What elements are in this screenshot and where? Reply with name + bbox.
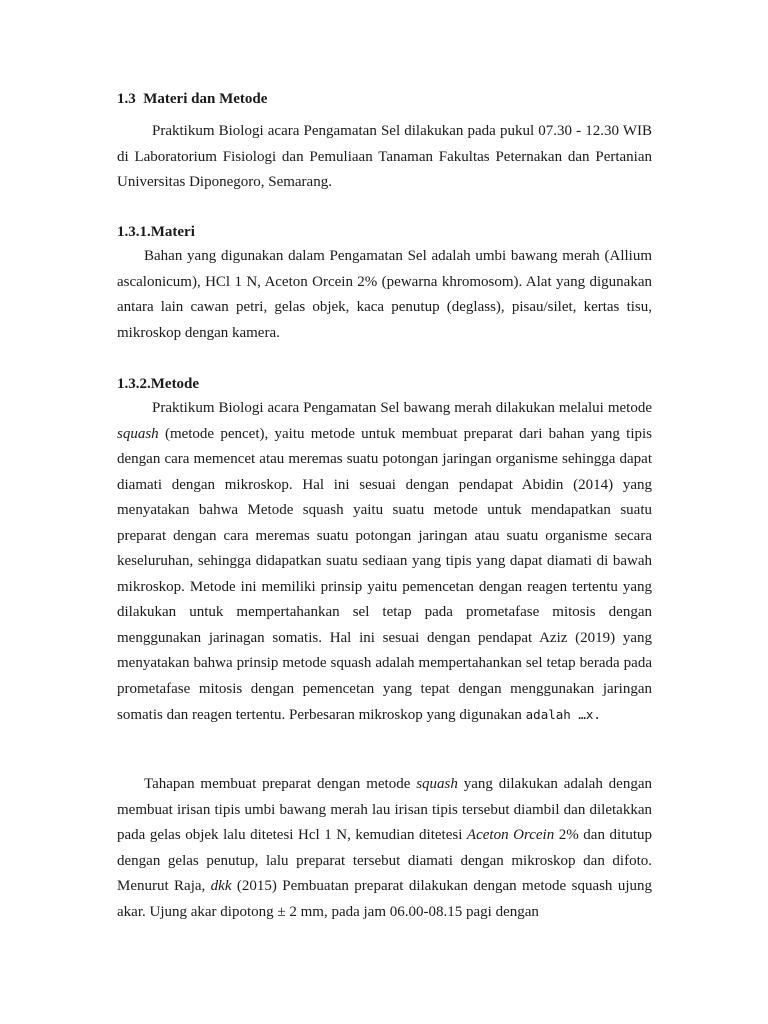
metode-p1-text-a: Praktikum Biologi acara Pengamatan Sel bawang merah dilakukan melalui metode xyxy=(152,400,652,416)
metode-paragraph-1 xyxy=(117,396,652,729)
metode-p1-squash-term: squash xyxy=(117,425,159,442)
section-heading: 1.3 Materi dan Metode xyxy=(117,91,268,107)
metode-p2-squash-term: squash xyxy=(416,776,458,792)
metode-p1-text-c: (metode pencet), yaitu metode untuk membuat preparat dari bahan yang tipis dengan cara memencet atau meremas suatu potongan jaringan organisme sehingga dapat diamati dengan mikroskop. Hal ini sesuai dengan pendapat Abidin (2014) yang menyatakan bahwa Metode squash yaitu suatu metode untuk mendapatkan suatu preparat dengan cara meremas suatu potongan jaringan atau suatu organisme secara keseluruhan, sehingga didapatkan suatu sediaan yang tipis yang dapat diamati di bawah mikroskop. Metode ini memiliki prinsip yaitu pemencetan dengan reagen tertentu yang dilakukan untuk mempertahankan sel tetap pada prometafase mitosis dengan menggunakan jarinagan somatis. Hal ini sesuai dengan pendapat Aziz (2019) yang menyatakan bahwa prinsip metode squash adalah mempertahankan sel tetap berada pada prometafase mitosis dengan pemencetan yang tepat dengan menggunakan jaringan somatis dan reagen tertentu. Perbesaran mikroskop yang digunakan xyxy=(117,425,652,723)
metode-p2-text-c: yang dilakukan adalah dengan membuat irisan tipis umbi bawang merah lau irisan tipis tersebut diambil dan diletakkan pada gelas objek lalu ditetesi Hcl 1 N, kemudian ditetesi xyxy=(117,776,652,843)
intro-paragraph: Praktikum Biologi acara Pengamatan Sel dilakukan pada pukul 07.30 - 12.30 WIB di Laboratorium Fisiologi dan Pemuliaan Tanaman Fakultas Peternakan dan Pertanian Universitas Diponegoro, Semarang. xyxy=(117,123,652,190)
metode-p2-text-g: (2015) Pembuatan preparat dilakukan dengan metode squash ujung akar. Ujung akar dipotong ± 2 mm, pada jam 06.00-08.15 pagi dengan xyxy=(117,878,652,920)
metode-heading: 1.3.2.Metode xyxy=(117,376,200,392)
metode-paragraph-2 xyxy=(117,772,652,925)
materi-heading: 1.3.1.Materi xyxy=(117,224,195,240)
metode-p1-magnification: adalah …x. xyxy=(525,707,601,722)
metode-p2-aceton-orcein-term: Aceton Orcein xyxy=(466,827,555,843)
metode-p2-dkk-term: dkk xyxy=(210,878,232,894)
materi-paragraph: Bahan yang digunakan dalam Pengamatan Sel adalah umbi bawang merah (Allium ascalonicum), HCl 1 N, Aceton Orcein 2% (pewarna khromosom). Alat yang digunakan antara lain cawan petri, gelas objek, kaca penutup (deglass), pisau/silet, kertas tisu, mikroskop dengan kamera. xyxy=(117,248,652,341)
metode-p2-text-a: Tahapan membuat preparat dengan metode xyxy=(144,776,417,792)
metode-p2-text-e: 2% dan ditutup dengan gelas penutup, lalu preparat tersebut diamati dengan mikroskop dan difoto. Menurut Raja, xyxy=(117,827,653,894)
